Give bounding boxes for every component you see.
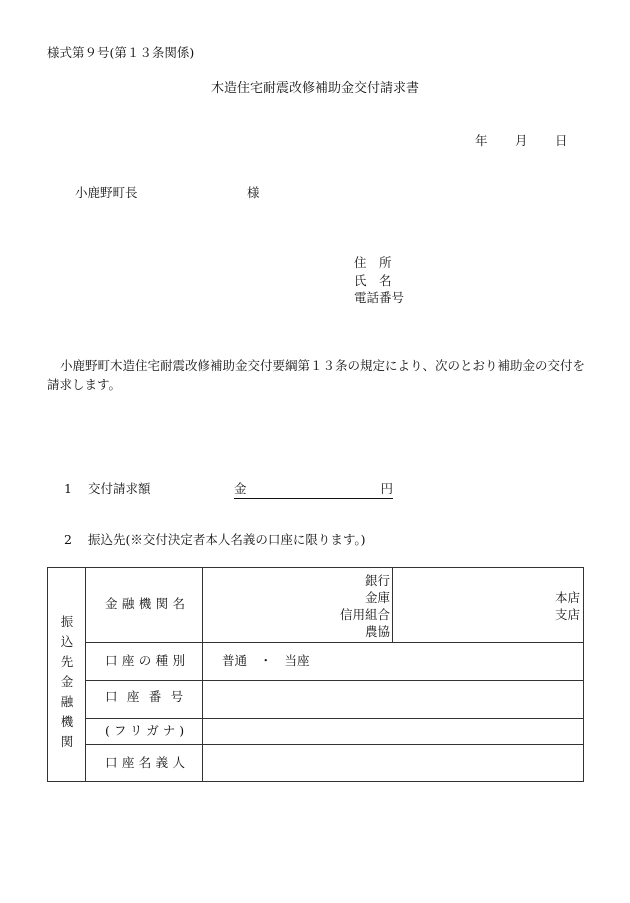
branch-type-branch: 支店 — [554, 607, 580, 622]
branch-type-options[interactable] — [520, 589, 580, 623]
transfer-institution-side-label: 振込先金融機関 — [60, 614, 74, 749]
furigana-field[interactable] — [204, 720, 582, 744]
bank-type-options[interactable] — [306, 572, 390, 640]
form-number: 様式第９号(第１３条関係) — [47, 45, 195, 60]
date-day: 日 — [555, 133, 568, 148]
account-type-options[interactable]: 普通 ・ 当座 — [222, 653, 310, 668]
applicant-name-label: 氏 名 — [354, 273, 392, 288]
bank-type-shinkin: 金庫 — [364, 590, 390, 605]
item1-label: 交付請求額 — [88, 481, 151, 496]
item2-label: 振込先(※交付決定者本人名義の口座に限ります。) — [88, 532, 366, 547]
request-statement — [47, 356, 587, 394]
addressee-honorific: 様 — [247, 185, 260, 200]
request-amount-field[interactable] — [234, 483, 393, 499]
account-holder-label: 口座名義人 — [105, 755, 190, 770]
addressee-name: 小鹿野町長 — [75, 185, 138, 200]
account-type-label: 口座の種別 — [105, 653, 190, 668]
bank-type-credit-union: 信用組合 — [339, 607, 390, 622]
account-number-label: 口座番号 — [105, 689, 193, 704]
item1-number: 1 — [64, 481, 72, 496]
amount-unit: 円 — [380, 481, 393, 496]
bank-type-bank: 銀行 — [364, 573, 390, 588]
bank-type-agricultural-coop: 農協 — [364, 624, 390, 639]
date-month: 月 — [515, 133, 528, 148]
document-title: 木造住宅耐震改修補助金交付請求書 — [210, 81, 419, 96]
applicant-address-label: 住 所 — [354, 255, 392, 270]
applicant-phone-label: 電話番号 — [354, 290, 405, 305]
branch-type-head-office: 本店 — [554, 590, 580, 605]
date-year: 年 — [475, 133, 488, 148]
account-number-field[interactable] — [204, 682, 582, 716]
amount-prefix: 金 — [234, 481, 247, 496]
account-holder-field[interactable] — [204, 746, 582, 780]
item2-number: 2 — [64, 532, 72, 547]
request-statement-text: 小鹿野町木造住宅耐震改修補助金交付要綱第１３条の規定により、次のとおり補助金の交付を請求します。 — [47, 358, 586, 392]
furigana-label: (フリガナ) — [105, 723, 189, 738]
bank-name-label: 金融機関名 — [105, 596, 190, 611]
